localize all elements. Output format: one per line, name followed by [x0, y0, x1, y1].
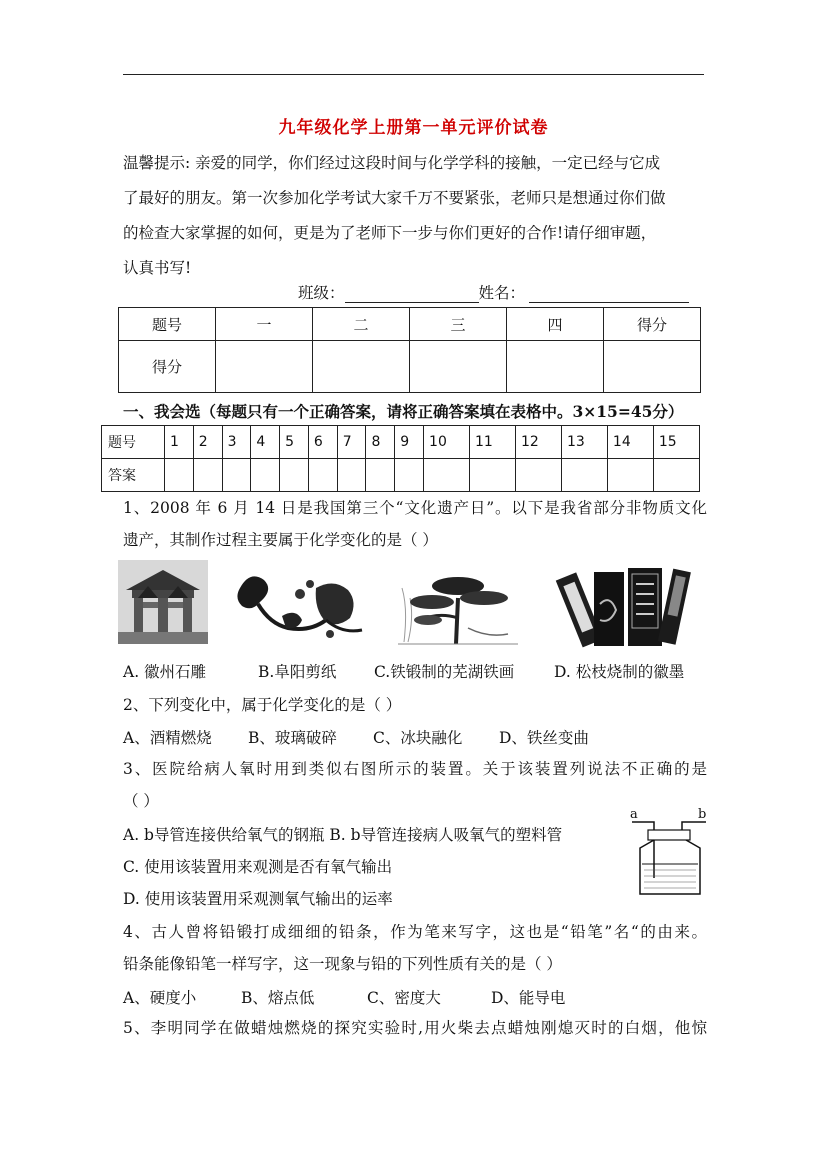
question-text: 1、2008 年 6 月 14 日是我国第三个“文化遗产日”。以下是我省部分非物质文化	[123, 499, 707, 517]
iron-painting-image	[398, 568, 518, 648]
option-c[interactable]: C. 使用该装置用来观测是否有氧气输出	[123, 858, 393, 876]
option-a[interactable]: A. 徽州石雕	[123, 663, 207, 681]
question-2-stem: 2、下列变化中，属于化学变化的是（ ）	[123, 696, 402, 714]
answer-cell[interactable]	[308, 459, 337, 492]
intro-paragraph	[123, 146, 707, 286]
question-number: 5	[280, 426, 309, 459]
answer-cell[interactable]	[280, 459, 309, 492]
option-d[interactable]: D. 松枝烧制的徽墨	[554, 663, 685, 681]
page-title: 九年级化学上册第一单元评价试卷	[278, 118, 549, 138]
question-text: （ ）	[123, 792, 159, 810]
stone-archway-image	[118, 560, 208, 644]
question-1-images	[118, 560, 708, 650]
option-a[interactable]: A. b导管连接供给氧气的钢瓶 B. b导管连接病人吸氧气的塑料管	[123, 826, 563, 844]
question-text: 3、医院给病人氧时用到类似右图所示的装置。关于该装置列说法不正确的是	[123, 760, 707, 778]
question-number: 6	[308, 426, 337, 459]
class-field[interactable]	[345, 286, 479, 303]
score-header-cell: 三	[410, 308, 507, 341]
option-c[interactable]: C、密度大	[367, 989, 441, 1007]
section-heading: 一、我会选（每题只有一个正确答案，请将正确答案填在表格中。3×15=45分）	[123, 402, 684, 421]
score-cell[interactable]	[604, 341, 701, 393]
question-number: 12	[515, 426, 561, 459]
answer-cell[interactable]	[515, 459, 561, 492]
intro-line: 认真书写!	[123, 259, 192, 277]
answer-cell[interactable]	[653, 459, 699, 492]
name-label: 姓名：	[478, 284, 526, 302]
question-number: 2	[193, 426, 222, 459]
option-d[interactable]: D、能导电	[491, 989, 566, 1007]
question-number: 11	[470, 426, 516, 459]
option-c[interactable]: C.铁锻制的芜湖铁画	[374, 663, 515, 681]
option-d[interactable]: D. 使用该装置用采观测氧气输出的运率	[123, 890, 393, 908]
option-b[interactable]: B、玻璃破碎	[248, 729, 337, 747]
question-number: 7	[337, 426, 366, 459]
class-label: 班级：	[298, 284, 345, 302]
question-text: 4、古人曾将铅锻打成细细的铅条，作为笔来写字，这也是“铅笔”名“的由来。	[123, 923, 707, 941]
question-1	[123, 492, 707, 556]
answer-cell[interactable]	[366, 459, 395, 492]
answer-cell[interactable]	[607, 459, 653, 492]
question-text: 铅条能像铅笔一样写字，这一现象与铅的下列性质有关的是（ ）	[123, 955, 562, 973]
score-header-cell: 题号	[119, 308, 216, 341]
paper-cutting-image	[230, 568, 368, 646]
answer-cell[interactable]	[222, 459, 251, 492]
answer-table	[101, 425, 700, 492]
score-cell[interactable]	[507, 341, 604, 393]
score-cell[interactable]	[216, 341, 313, 393]
score-row-label: 得分	[119, 341, 216, 393]
answer-cell[interactable]	[165, 459, 194, 492]
answer-cell[interactable]	[337, 459, 366, 492]
question-number: 9	[395, 426, 424, 459]
score-header-cell: 一	[216, 308, 313, 341]
question-number: 10	[424, 426, 470, 459]
question-number: 1	[165, 426, 194, 459]
ink-sticks-image	[550, 564, 692, 650]
score-header-cell: 得分	[604, 308, 701, 341]
answer-cell[interactable]	[424, 459, 470, 492]
option-a[interactable]: A、硬度小	[123, 989, 197, 1007]
option-b[interactable]: B、熔点低	[241, 989, 315, 1007]
question-4	[123, 916, 707, 980]
option-b[interactable]: B.阜阳剪纸	[258, 663, 337, 681]
answer-row-label: 题号	[102, 426, 165, 459]
score-cell[interactable]	[410, 341, 507, 393]
name-field[interactable]	[529, 286, 689, 303]
question-number: 15	[653, 426, 699, 459]
question-number: 4	[251, 426, 280, 459]
score-cell[interactable]	[313, 341, 410, 393]
answer-cell[interactable]	[561, 459, 607, 492]
gas-washing-bottle-diagram	[628, 808, 712, 898]
score-table	[118, 307, 701, 393]
intro-line: 温馨提示: 亲爱的同学，你们经过这段时间与化学学科的接触，一定已经与它成	[123, 154, 661, 172]
question-number: 8	[366, 426, 395, 459]
question-number: 3	[222, 426, 251, 459]
score-header-cell: 四	[507, 308, 604, 341]
intro-line: 了最好的朋友。第一次参加化学考试大家千万不要紧张，老师只是想通过你们做	[123, 189, 666, 207]
intro-line: 的检查大家掌握的如何，更是为了老师下一步与你们更好的合作!请仔细审题，	[123, 224, 657, 242]
question-number: 13	[561, 426, 607, 459]
tube-a-label: a	[630, 808, 638, 822]
option-a[interactable]: A、酒精燃烧	[123, 729, 212, 747]
answer-cell[interactable]	[251, 459, 280, 492]
answer-row-label: 答案	[102, 459, 165, 492]
answer-cell[interactable]	[193, 459, 222, 492]
question-3	[123, 753, 707, 817]
answer-cell[interactable]	[470, 459, 516, 492]
question-text: 5、李明同学在做蜡烛燃烧的探究实验时,用火柴去点蜡烛刚熄灭时的白烟，他惊	[123, 1019, 707, 1037]
tube-b-label: b	[698, 808, 707, 822]
question-number: 14	[607, 426, 653, 459]
question-text: 遗产，其制作过程主要属于化学变化的是（ ）	[123, 531, 438, 549]
student-info-line	[298, 281, 689, 303]
score-header-cell: 二	[313, 308, 410, 341]
question-5	[123, 1012, 707, 1044]
answer-cell[interactable]	[395, 459, 424, 492]
option-d[interactable]: D、铁丝变曲	[499, 729, 589, 747]
header-rule	[123, 74, 704, 75]
option-c[interactable]: C、冰块融化	[373, 729, 463, 747]
